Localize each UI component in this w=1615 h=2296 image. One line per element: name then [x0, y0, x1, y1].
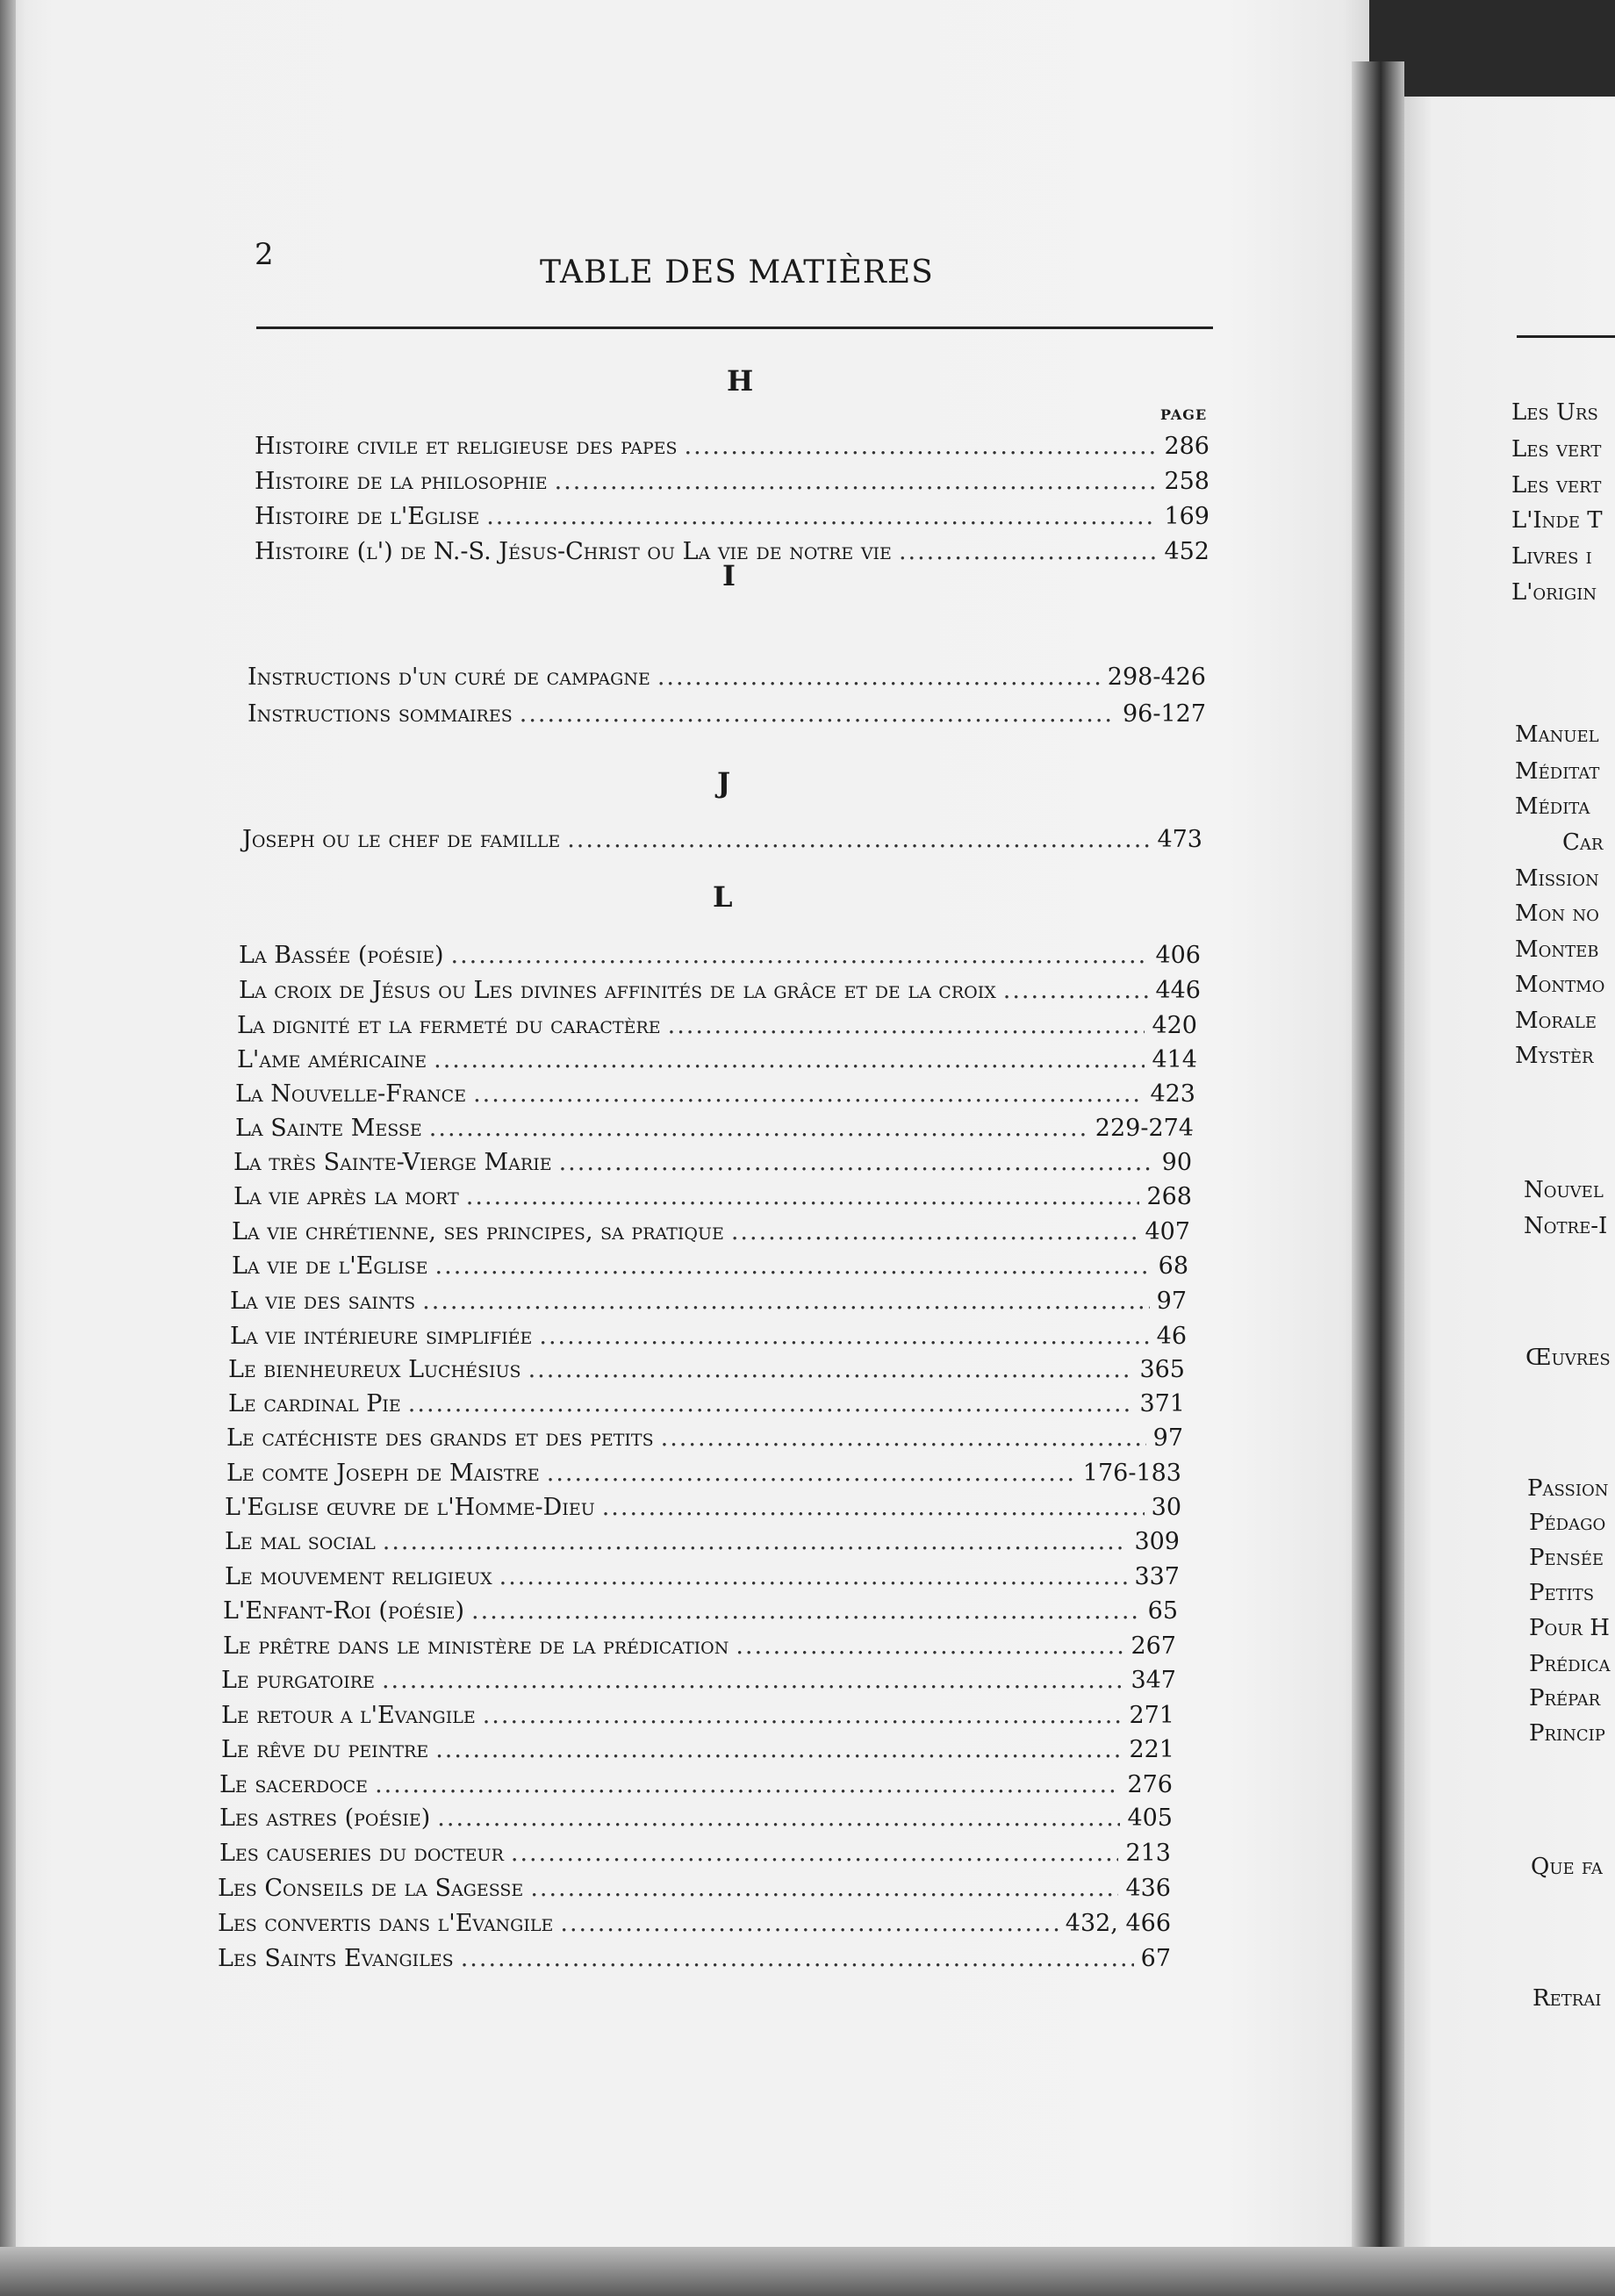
- toc-entry-title: Histoire (l') de N.-S. Jésus-Christ ou La vie de notre vie: [255, 538, 892, 565]
- facing-page-entry-fragment: Mission: [1515, 865, 1599, 892]
- toc-entry-page: 423: [1150, 1080, 1195, 1108]
- toc-entry-page: 229-274: [1095, 1115, 1194, 1142]
- page-number: 2: [255, 237, 274, 272]
- facing-page-entry-fragment: Morale: [1515, 1008, 1597, 1034]
- toc-entry-page: 432, 466: [1065, 1910, 1171, 1937]
- facing-page-entry-fragment: Monteb: [1515, 936, 1599, 963]
- facing-page-entry-fragment: Pour H: [1529, 1615, 1610, 1641]
- page-column-label: PAGE: [1160, 406, 1208, 423]
- section-letter-l: L: [713, 880, 733, 914]
- facing-page-entry-fragment: Petits: [1529, 1580, 1595, 1606]
- toc-entry-page: 407: [1145, 1218, 1190, 1245]
- toc-entry-title: La Sainte Messe: [235, 1115, 422, 1142]
- toc-entry-page: 30: [1151, 1494, 1181, 1521]
- toc-entry-page: 65: [1147, 1597, 1178, 1625]
- facing-page-entry-fragment: Notre-I: [1524, 1213, 1608, 1239]
- facing-page-entry-fragment: Les Urs: [1511, 399, 1598, 426]
- toc-entry-title: La vie chrétienne, ses principes, sa pratique: [232, 1218, 724, 1245]
- toc-entry-title: Les Saints Evangiles: [218, 1945, 454, 1972]
- facing-page-entry-fragment: Les vert: [1511, 472, 1602, 499]
- toc-entry-title: Histoire de la philosophie: [255, 468, 548, 495]
- toc-entry-title: La dignité et la fermeté du caractère: [237, 1012, 661, 1039]
- toc-entry-title: Le rêve du peintre: [221, 1736, 429, 1763]
- facing-page-entry-fragment: Pédago: [1529, 1510, 1606, 1536]
- toc-entry-title: La croix de Jésus ou Les divines affinités de la grâce et de la croix: [239, 977, 996, 1004]
- facing-page-entry-fragment: Mystèr: [1515, 1043, 1594, 1069]
- facing-page-entry-fragment: Livres i: [1511, 543, 1592, 570]
- toc-entry-page: 298-426: [1107, 664, 1206, 691]
- toc-entry-title: Le sacerdoce: [219, 1771, 369, 1798]
- toc-entry-title: Instructions sommaires: [248, 700, 513, 728]
- toc-entry-title: Les causeries du docteur: [219, 1840, 504, 1867]
- toc-entry-page: 97: [1156, 1288, 1187, 1315]
- facing-page-entry-fragment: Pensée: [1529, 1545, 1604, 1571]
- toc-entry-page: 405: [1127, 1805, 1173, 1832]
- facing-page-entry-fragment: Princip: [1529, 1720, 1605, 1747]
- facing-page-entry-fragment: L'Inde T: [1511, 507, 1603, 534]
- facing-page-entry-fragment: Prédica: [1529, 1651, 1611, 1677]
- toc-entry-page: 258: [1164, 468, 1209, 495]
- toc-entry-page: 67: [1140, 1945, 1171, 1972]
- toc-entry-title: Le bienheureux Luchésius: [228, 1356, 521, 1383]
- toc-entry-page: 446: [1155, 977, 1201, 1004]
- section-letter-h: H: [727, 364, 754, 398]
- facing-page-entry-fragment: Prépar: [1529, 1685, 1601, 1711]
- facing-page-entry-fragment: Nouvel: [1524, 1177, 1604, 1203]
- toc-entry-page: 286: [1164, 433, 1209, 460]
- toc-entry-title: Le mouvement religieux: [225, 1563, 492, 1590]
- toc-entry-page: 169: [1164, 503, 1209, 530]
- toc-entry-title: La vie des saints: [230, 1288, 416, 1315]
- toc-entry-page: 176-183: [1082, 1460, 1181, 1487]
- toc-entry-page: 420: [1152, 1012, 1197, 1039]
- toc-entry-title: La vie après la mort: [233, 1183, 459, 1210]
- toc-entry-title: Le retour a l'Evangile: [221, 1702, 476, 1729]
- toc-entry-title: L'Eglise œuvre de l'Homme-Dieu: [225, 1494, 595, 1521]
- toc-entry-title: La Bassée (poésie): [239, 942, 444, 969]
- toc-entry-title: Histoire civile et religieuse des papes: [255, 433, 678, 460]
- toc-entry-page: 68: [1158, 1252, 1188, 1280]
- facing-page-entry-fragment: L'origin: [1511, 579, 1597, 606]
- facing-page-entry-fragment: Œuvres: [1525, 1345, 1611, 1371]
- toc-entry-title: L'Enfant-Roi (poésie): [223, 1597, 465, 1625]
- toc-entry-title: Le mal social: [225, 1528, 376, 1555]
- toc-entry-title: La Nouvelle-France: [235, 1080, 467, 1108]
- toc-entry-page: 365: [1139, 1356, 1185, 1383]
- toc-entry-title: Le catéchiste des grands et des petits: [226, 1424, 654, 1452]
- toc-entry-page: 213: [1125, 1840, 1171, 1867]
- toc-entry-title: La vie intérieure simplifiée: [230, 1323, 533, 1350]
- toc-entry-title: La vie de l'Eglise: [232, 1252, 428, 1280]
- toc-entry-page: 414: [1152, 1046, 1197, 1073]
- facing-page-entry-fragment: Mon no: [1515, 900, 1599, 927]
- toc-entry-page: 337: [1134, 1563, 1180, 1590]
- facing-page-entry-fragment: Retrai: [1532, 1985, 1602, 2012]
- toc-entry-title: Le purgatoire: [221, 1667, 375, 1694]
- facing-page-entry-fragment: Les vert: [1511, 436, 1602, 463]
- toc-entry-title: Le prêtre dans le ministère de la prédication: [223, 1632, 729, 1660]
- toc-entry-title: Joseph ou le chef de famille: [242, 826, 561, 853]
- toc-entry-page: 436: [1125, 1875, 1171, 1902]
- toc-entry-title: Histoire de l'Eglise: [255, 503, 480, 530]
- toc-entry-title: Instructions d'un curé de campagne: [248, 664, 650, 691]
- facing-page-entry-fragment: Car: [1562, 829, 1604, 856]
- facing-page-entry-fragment: Montmo: [1515, 972, 1605, 998]
- toc-entry-page: 406: [1155, 942, 1201, 969]
- toc-entry-page: 268: [1146, 1183, 1192, 1210]
- toc-entry-title: La très Sainte-Vierge Marie: [233, 1149, 552, 1176]
- toc-entry-page: 271: [1129, 1702, 1174, 1729]
- facing-page-entry-fragment: Que fa: [1531, 1854, 1603, 1880]
- toc-entry-page: 309: [1134, 1528, 1180, 1555]
- toc-entry-title: L'ame américaine: [237, 1046, 427, 1073]
- facing-page-entry-fragment: Passion: [1527, 1475, 1609, 1502]
- toc-entry-page: 347: [1130, 1667, 1176, 1694]
- running-title: TABLE DES MATIÈRES: [540, 255, 934, 291]
- toc-entry-page: 221: [1129, 1736, 1174, 1763]
- facing-page-entry-fragment: Médita: [1515, 793, 1590, 820]
- toc-entry-page: 97: [1152, 1424, 1183, 1452]
- toc-entry-title: Le cardinal Pie: [228, 1390, 401, 1417]
- toc-entry-page: 96-127: [1122, 700, 1206, 728]
- toc-entry-title: Les astres (poésie): [219, 1805, 431, 1832]
- toc-entry-page: 267: [1130, 1632, 1176, 1660]
- toc-entry-page: 46: [1156, 1323, 1187, 1350]
- toc-entry-page: 90: [1161, 1149, 1192, 1176]
- toc-entry-title: Le comte Joseph de Maistre: [226, 1460, 540, 1487]
- section-letter-i: I: [722, 559, 736, 592]
- facing-page-entry-fragment: Manuel: [1515, 721, 1599, 748]
- facing-page-entry-fragment: Méditat: [1515, 758, 1600, 785]
- toc-entry-page: 276: [1127, 1771, 1173, 1798]
- toc-entry-page: 452: [1164, 538, 1209, 565]
- section-letter-j: J: [717, 766, 731, 800]
- toc-entry-title: Les Conseils de la Sagesse: [218, 1875, 524, 1902]
- toc-entry-page: 473: [1157, 826, 1202, 853]
- toc-entry-page: 371: [1139, 1390, 1185, 1417]
- toc-entry-title: Les convertis dans l'Evangile: [218, 1910, 554, 1937]
